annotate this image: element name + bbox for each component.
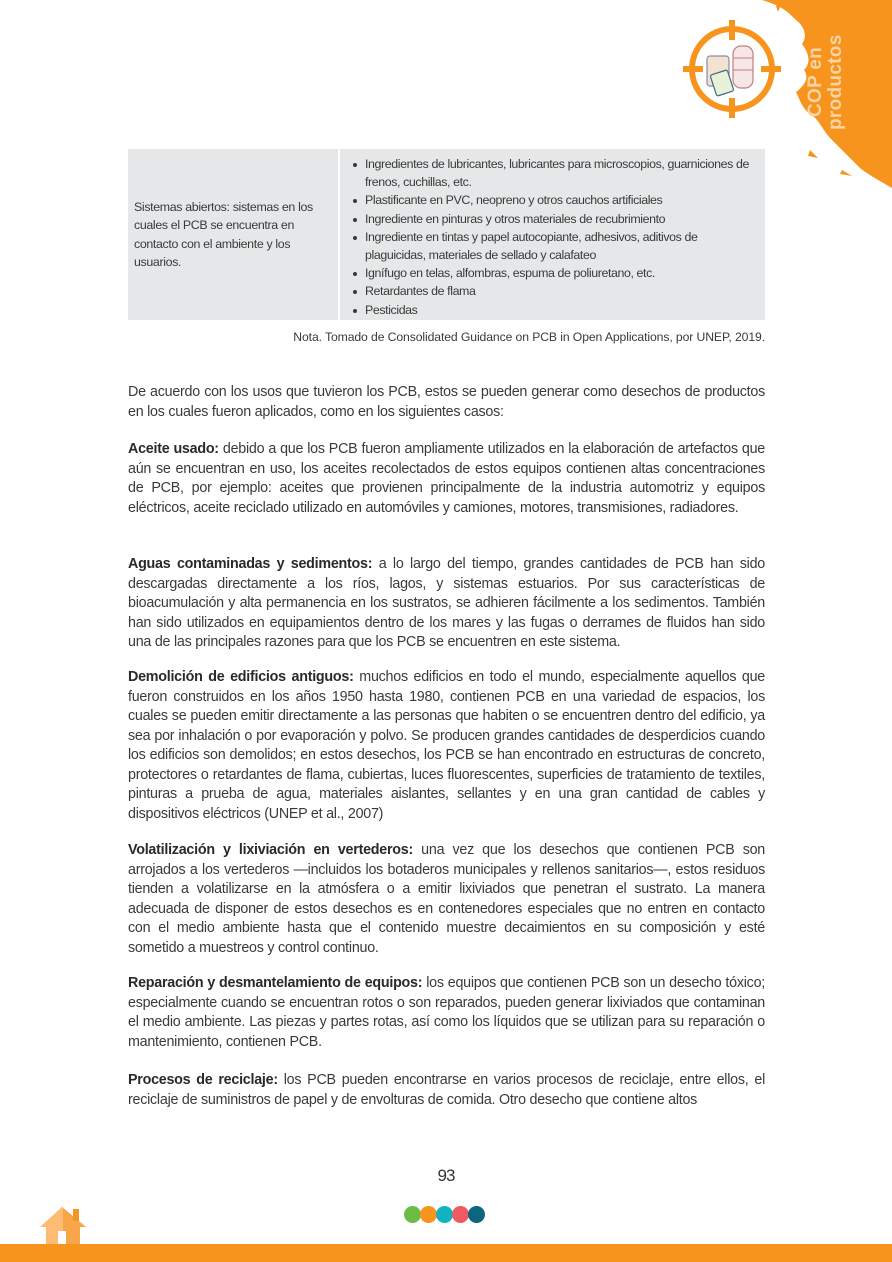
home-icon[interactable]: [38, 1205, 88, 1245]
list-item: Ingrediente en pinturas y otros materiales de recubrimiento: [352, 210, 759, 228]
footer-bar: [0, 1244, 892, 1262]
teal-dot-icon: [436, 1206, 453, 1223]
list-item: Retardantes de flama: [352, 282, 759, 300]
paragraph-term: Procesos de reciclaje:: [128, 1072, 278, 1088]
section-label: COP en productos: [805, 34, 846, 130]
paragraph-text: a lo largo del tiempo, grandes cantidades de PCB han sido descargadas directamente a los ríos, lagos, y sistemas estuarios. Por sus características de bioacumulación y alta permanencia en los sustratos, se adhieren fácilmente a los sedimentos. También han sido utilizados en equipamientos dentro de los mares y las fugas o derrames de fluidos han sido una de las principales razones para que los PCB se encuentren en este sistema.: [128, 556, 765, 650]
navy-dot-icon: [468, 1206, 485, 1223]
paragraph-text: una vez que los desechos que contienen PCB son arrojados a los vertederos —incluidos los botaderos municipales y rellenos sanitarios—, estos residuos tienden a volatilizarse en la atmósfera o a emitir lixiviados que penetran el sustrato. La manera adecuada de disponer de estos desechos es en contenedores especiales que no entren en contacto con el medio ambiente hasta que el contenido muestre decaimientos en su composición y esté sometido a muestreos y control continuo.: [128, 842, 765, 956]
intro-paragraph: De acuerdo con los usos que tuvieron los PCB, estos se pueden generar como desechos de productos en los cuales fueron aplicados, como en los siguientes casos:: [128, 384, 765, 420]
coral-dot-icon: [452, 1206, 469, 1223]
paragraph-demolicion: [128, 668, 765, 824]
table-uses-cell: [340, 149, 765, 320]
paragraph-term: Demolición de edificios antiguos:: [128, 669, 354, 685]
paragraph-reparacion: [128, 974, 765, 1052]
color-dots-decoration: [404, 1206, 484, 1223]
paragraph-text: debido a que los PCB fueron ampliamente utilizados en la elaboración de artefactos que aún se encuentran en uso, los aceites recolectados de estos equipos contienen altas concentraciones de PCB, por ejemplo: aceites que provienen principalmente de la industria automotriz y equipos eléctricos, aceite reciclado utilizado en automóviles y camiones, motores, transmisiones, radiadores.: [128, 441, 766, 516]
orange-dot-icon: [420, 1206, 437, 1223]
table-source-note: Nota. Tomado de Consolidated Guidance on PCB in Open Applications, por UNEP, 2019.: [293, 330, 765, 344]
list-item: Plastificante en PVC, neopreno y otros cauchos artificiales: [352, 191, 759, 209]
target-products-icon: [683, 20, 781, 118]
paragraph-term: Reparación y desmantelamiento de equipos:: [128, 975, 423, 991]
list-item: Ingredientes de lubricantes, lubricantes para microscopios, guarniciones de frenos, cuchillas, etc.: [352, 155, 759, 191]
paragraph-text: muchos edificios en todo el mundo, especialmente aquellos que fueron construidos en los años 1950 hasta 1980, contienen PCB en una variedad de espacios, los cuales se pueden emitir directamente a las personas que habiten o se encuentren dentro del edificio, ya sea por inhalación o por evaporación y polvo. Se producen grandes cantidades de desperdicios cuando los edificios son demolidos; en estos desechos, los PCB se han encontrado en estructuras de concreto, protectores o retardantes de flama, cubiertas, luces fluorescentes, superficies de tratamiento de textiles, pinturas a prueba de agua, materiales aislantes, sellantes y en una gran cantidad de cables y dispositivos eléctricos (UNEP et al., 2007): [128, 669, 766, 822]
paragraph-term: Aceite usado:: [128, 441, 219, 457]
paragraph-volatilizacion: [128, 841, 765, 958]
paragraph-text: los PCB pueden encontrarse en varios procesos de reciclaje, entre ellos, el reciclaje de suministros de papel y de envolturas de comida. Otro desecho que contiene altos: [128, 1072, 766, 1108]
paragraph-aguas-contaminadas: [128, 555, 765, 653]
paragraph-text: los equipos que contienen PCB son un desecho tóxico; especialmente cuando se encuentran rotos o son reparados, pueden generar lixiviados que contaminan el medio ambiente. Las piezas y partes rotas, así como los líquidos que se utilizan para su reparación o mantenimiento, contienen PCB.: [128, 975, 765, 1050]
paragraph-aceite-usado: [128, 440, 765, 518]
list-item: Ignífugo en telas, alfombras, espuma de poliuretano, etc.: [352, 264, 759, 282]
list-item: Pesticidas: [352, 301, 759, 319]
green-dot-icon: [404, 1206, 421, 1223]
paragraph-term: Aguas contaminadas y sedimentos:: [128, 556, 373, 572]
pcb-uses-table: [128, 149, 765, 320]
page-number: 93: [437, 1166, 455, 1185]
paragraph-reciclaje: [128, 1071, 765, 1110]
uses-list: [352, 155, 759, 319]
table-category-cell: Sistemas abiertos: sistemas en los cuales el PCB se encuentra en contacto con el ambiente y los usuarios.: [128, 149, 340, 320]
list-item: Ingrediente en tintas y papel autocopiante, adhesivos, aditivos de plaguicidas, materiales de sellado y calafateo: [352, 228, 759, 264]
paragraph-term: Volatilización y lixiviación en vertederos:: [128, 842, 413, 858]
